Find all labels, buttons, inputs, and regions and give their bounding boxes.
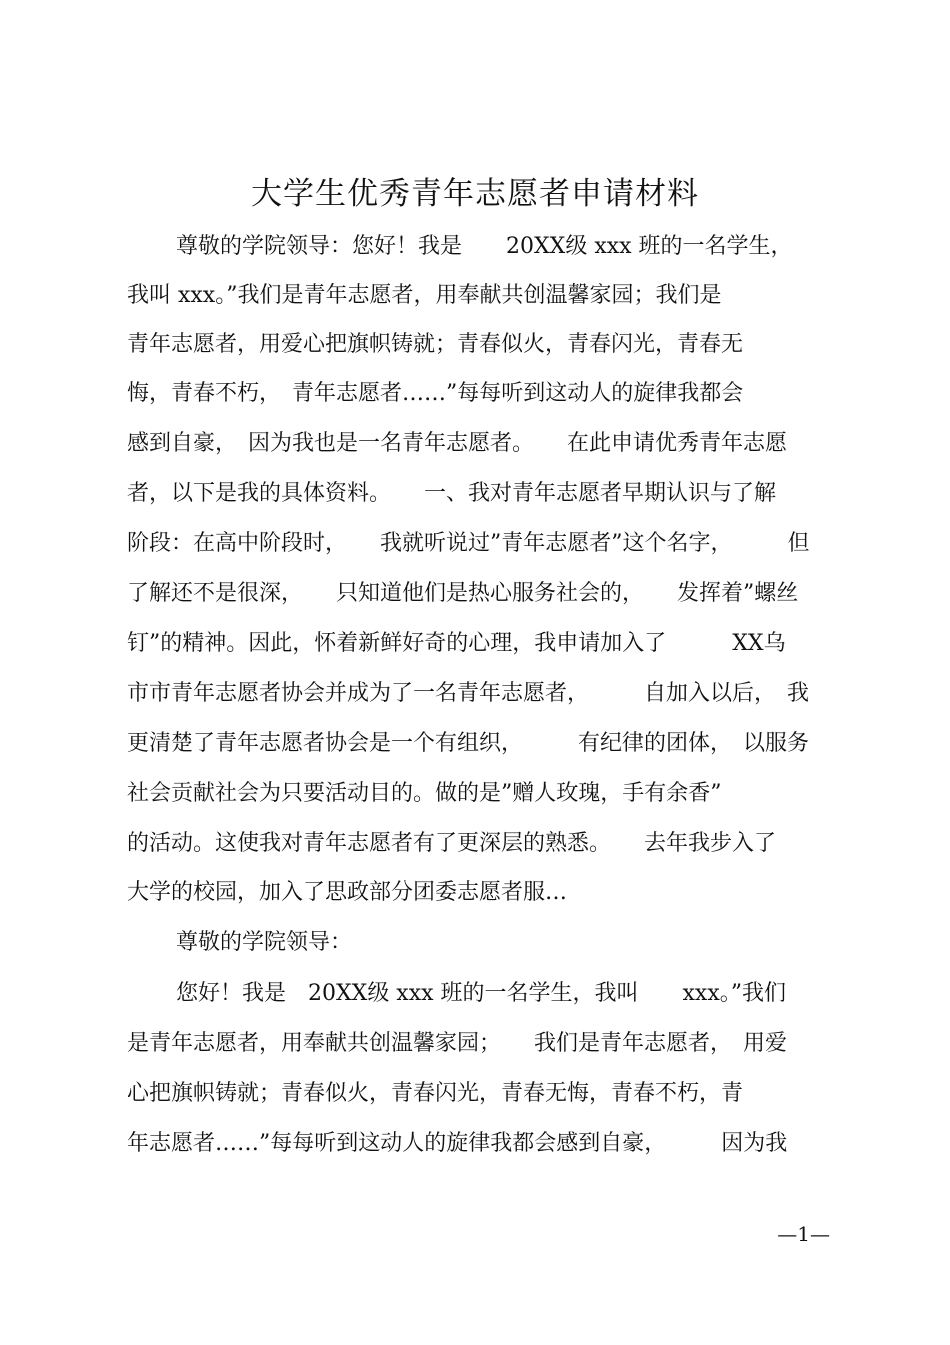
body-line: 的活动。这使我对青年志愿者有了更深层的熟悉。 去年我步入了 xyxy=(127,831,777,856)
body-line: 市市青年志愿者协会并成为了一名青年志愿者， 自加入以后， 我 xyxy=(127,681,810,706)
page-number: —1— xyxy=(777,1222,830,1246)
document-title: 大学生优秀青年志愿者申请材料 xyxy=(251,176,699,212)
body-line: 更清楚了青年志愿者协会是一个有组织， 有纪律的团体， 以服务 xyxy=(127,731,810,756)
body-line: 您好！我是 20XX级 xxx 班的一名学生，我叫 xxx。”我们 xyxy=(176,981,786,1006)
body-line: 我叫 xxx。”我们是青年志愿者，用奉献共创温馨家园；我们是 xyxy=(127,283,722,308)
body-line: 心把旗帜铸就；青春似火，青春闪光，青春无悔，青春不朽，青 xyxy=(127,1081,744,1106)
body-line: 了解还不是很深， 只知道他们是热心服务社会的， 发挥着”螺丝 xyxy=(127,581,799,606)
body-line: 尊敬的学院领导：您好！我是 20XX级 xxx 班的一名学生， xyxy=(176,234,793,259)
body-line: 社会贡献社会为只要活动目的。做的是”赠人玫瑰，手有余香” xyxy=(127,781,722,806)
body-line: 者，以下是我的具体资料。 一、我对青年志愿者早期认识与了解 xyxy=(127,481,777,506)
body-line: 阶段：在高中阶段时， 我就听说过”青年志愿者”这个名字， 但 xyxy=(127,531,810,556)
body-line: 感到自豪， 因为我也是一名青年志愿者。 在此申请优秀青年志愿 xyxy=(127,431,788,456)
body-line: 大学的校园，加入了思政部分团委志愿者服… xyxy=(127,880,568,905)
body-line: 钉”的精神。因此，怀着新鲜好奇的心理，我申请加入了 XX乌 xyxy=(127,631,786,656)
body-line: 是青年志愿者，用奉献共创温馨家园； 我们是青年志愿者， 用爱 xyxy=(127,1031,788,1056)
salutation-line: 尊敬的学院领导： xyxy=(176,930,353,955)
body-line: 年志愿者……”每每听到这动人的旋律我都会感到自豪， 因为我 xyxy=(127,1131,788,1156)
body-line: 悔，青春不朽， 青年志愿者……”每每听到这动人的旋律我都会 xyxy=(127,381,744,406)
body-line: 青年志愿者，用爱心把旗帜铸就；青春似火，青春闪光，青春无 xyxy=(127,332,744,357)
